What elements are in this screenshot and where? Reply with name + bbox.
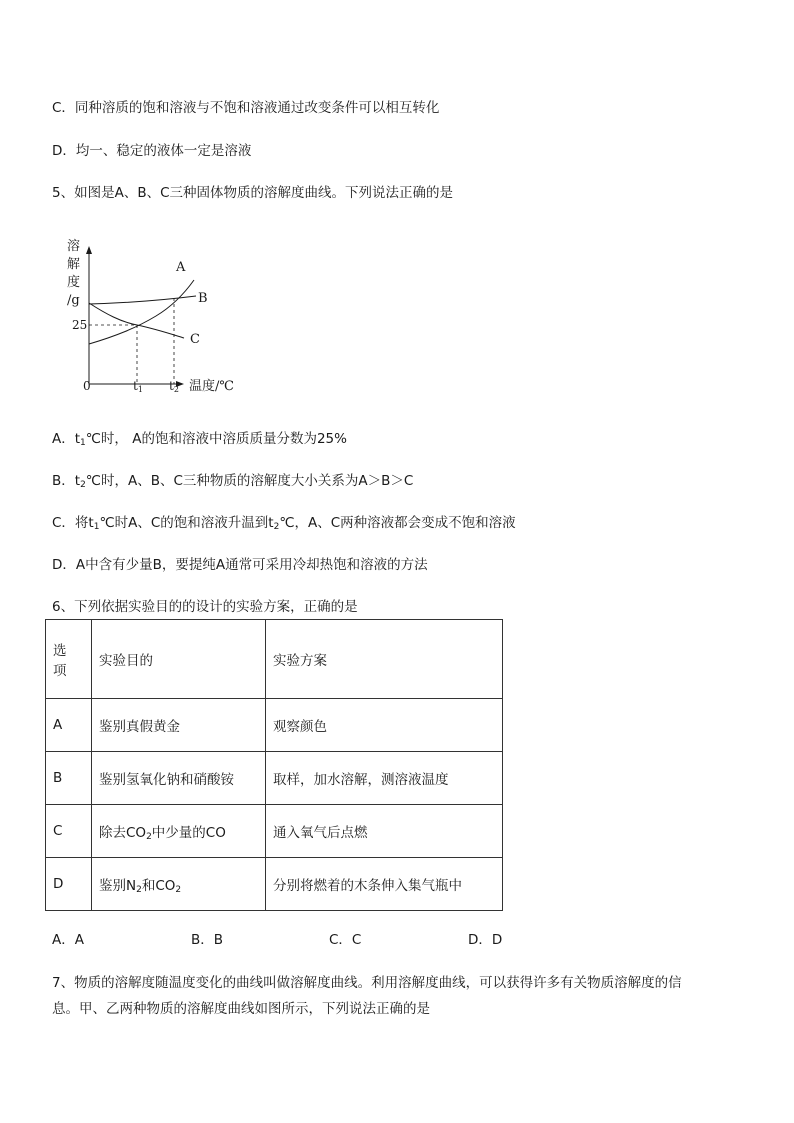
q5-option-d: D．A中含有少量B，要提纯A通常可采用冷却热饱和溶液的方法 bbox=[52, 557, 428, 573]
origin-label: 0 bbox=[83, 379, 91, 393]
y-label-char-4: /g bbox=[67, 293, 80, 308]
row-option: A bbox=[46, 699, 92, 752]
table-row bbox=[46, 699, 503, 752]
q6-choice-c: C．C bbox=[329, 932, 362, 948]
row-goal: 鉴别氢氧化钠和硝酸铵 bbox=[92, 752, 266, 805]
row-plan: 取样，加水溶解，测溶液温度 bbox=[266, 752, 503, 805]
table-header-row bbox=[46, 620, 503, 699]
q4-option-d: D．均一、稳定的液体一定是溶液 bbox=[52, 143, 252, 159]
header-goal: 实验目的 bbox=[92, 620, 266, 699]
q5-option-b: B．t2℃时，A、B、C三种物质的溶解度大小关系为A＞B＞C bbox=[52, 473, 414, 490]
table-row bbox=[46, 805, 503, 858]
y-label-char-1: 溶 bbox=[67, 239, 81, 254]
q4-option-c: C．同种溶质的饱和溶液与不饱和溶液通过改变条件可以相互转化 bbox=[52, 100, 440, 116]
y-tick-25: 25 bbox=[72, 318, 88, 332]
q7-stem-line1: 7、物质的溶解度随温度变化的曲线叫做溶解度曲线。利用溶解度曲线，可以获得许多有关物质溶解度的信 bbox=[52, 975, 682, 991]
row-option: D bbox=[46, 858, 92, 911]
q7-stem-line2: 息。甲、乙两种物质的溶解度曲线如图所示，下列说法正确的是 bbox=[52, 1001, 430, 1017]
q5-option-c: C．将t1℃时A、C的饱和溶液升温到t2℃，A、C两种溶液都会变成不饱和溶液 bbox=[52, 515, 516, 532]
table-row bbox=[46, 752, 503, 805]
row-plan: 分别将燃着的木条伸入集气瓶中 bbox=[266, 858, 503, 911]
x-tick-t1: t1 bbox=[133, 379, 143, 394]
q6-choice-b: B．B bbox=[191, 932, 224, 948]
table-row bbox=[46, 858, 503, 911]
y-axis-arrow bbox=[86, 246, 92, 254]
row-option: C bbox=[46, 805, 92, 858]
solubility-chart bbox=[56, 234, 256, 396]
row-goal: 鉴别N2和CO2 bbox=[92, 858, 266, 911]
x-axis-label: 温度/℃ bbox=[189, 379, 234, 394]
row-plan: 观察颜色 bbox=[266, 699, 503, 752]
header-option: 选 项 bbox=[46, 620, 92, 699]
row-plan: 通入氧气后点燃 bbox=[266, 805, 503, 858]
x-tick-t2: t2 bbox=[169, 379, 179, 394]
q6-stem: 6、下列依据实验目的的设计的实验方案，正确的是 bbox=[52, 599, 358, 615]
row-goal: 鉴别真假黄金 bbox=[92, 699, 266, 752]
curve-c bbox=[89, 303, 184, 338]
q5-option-a: A．t1℃时， A的饱和溶液中溶质质量分数为25% bbox=[52, 431, 347, 448]
q5-stem: 5、如图是A、B、C三种固体物质的溶解度曲线。下列说法正确的是 bbox=[52, 185, 454, 201]
series-label-a: A bbox=[176, 260, 186, 275]
y-label-char-3: 度 bbox=[67, 275, 81, 290]
experiment-table bbox=[45, 619, 503, 911]
q6-choice-a: A．A bbox=[52, 932, 84, 948]
y-label-char-2: 解 bbox=[67, 257, 81, 272]
row-option: B bbox=[46, 752, 92, 805]
series-label-b: B bbox=[198, 291, 208, 306]
q6-choice-d: D．D bbox=[468, 932, 503, 948]
series-label-c: C bbox=[190, 332, 200, 347]
row-goal: 除去CO2中少量的CO bbox=[92, 805, 266, 858]
header-plan: 实验方案 bbox=[266, 620, 503, 699]
